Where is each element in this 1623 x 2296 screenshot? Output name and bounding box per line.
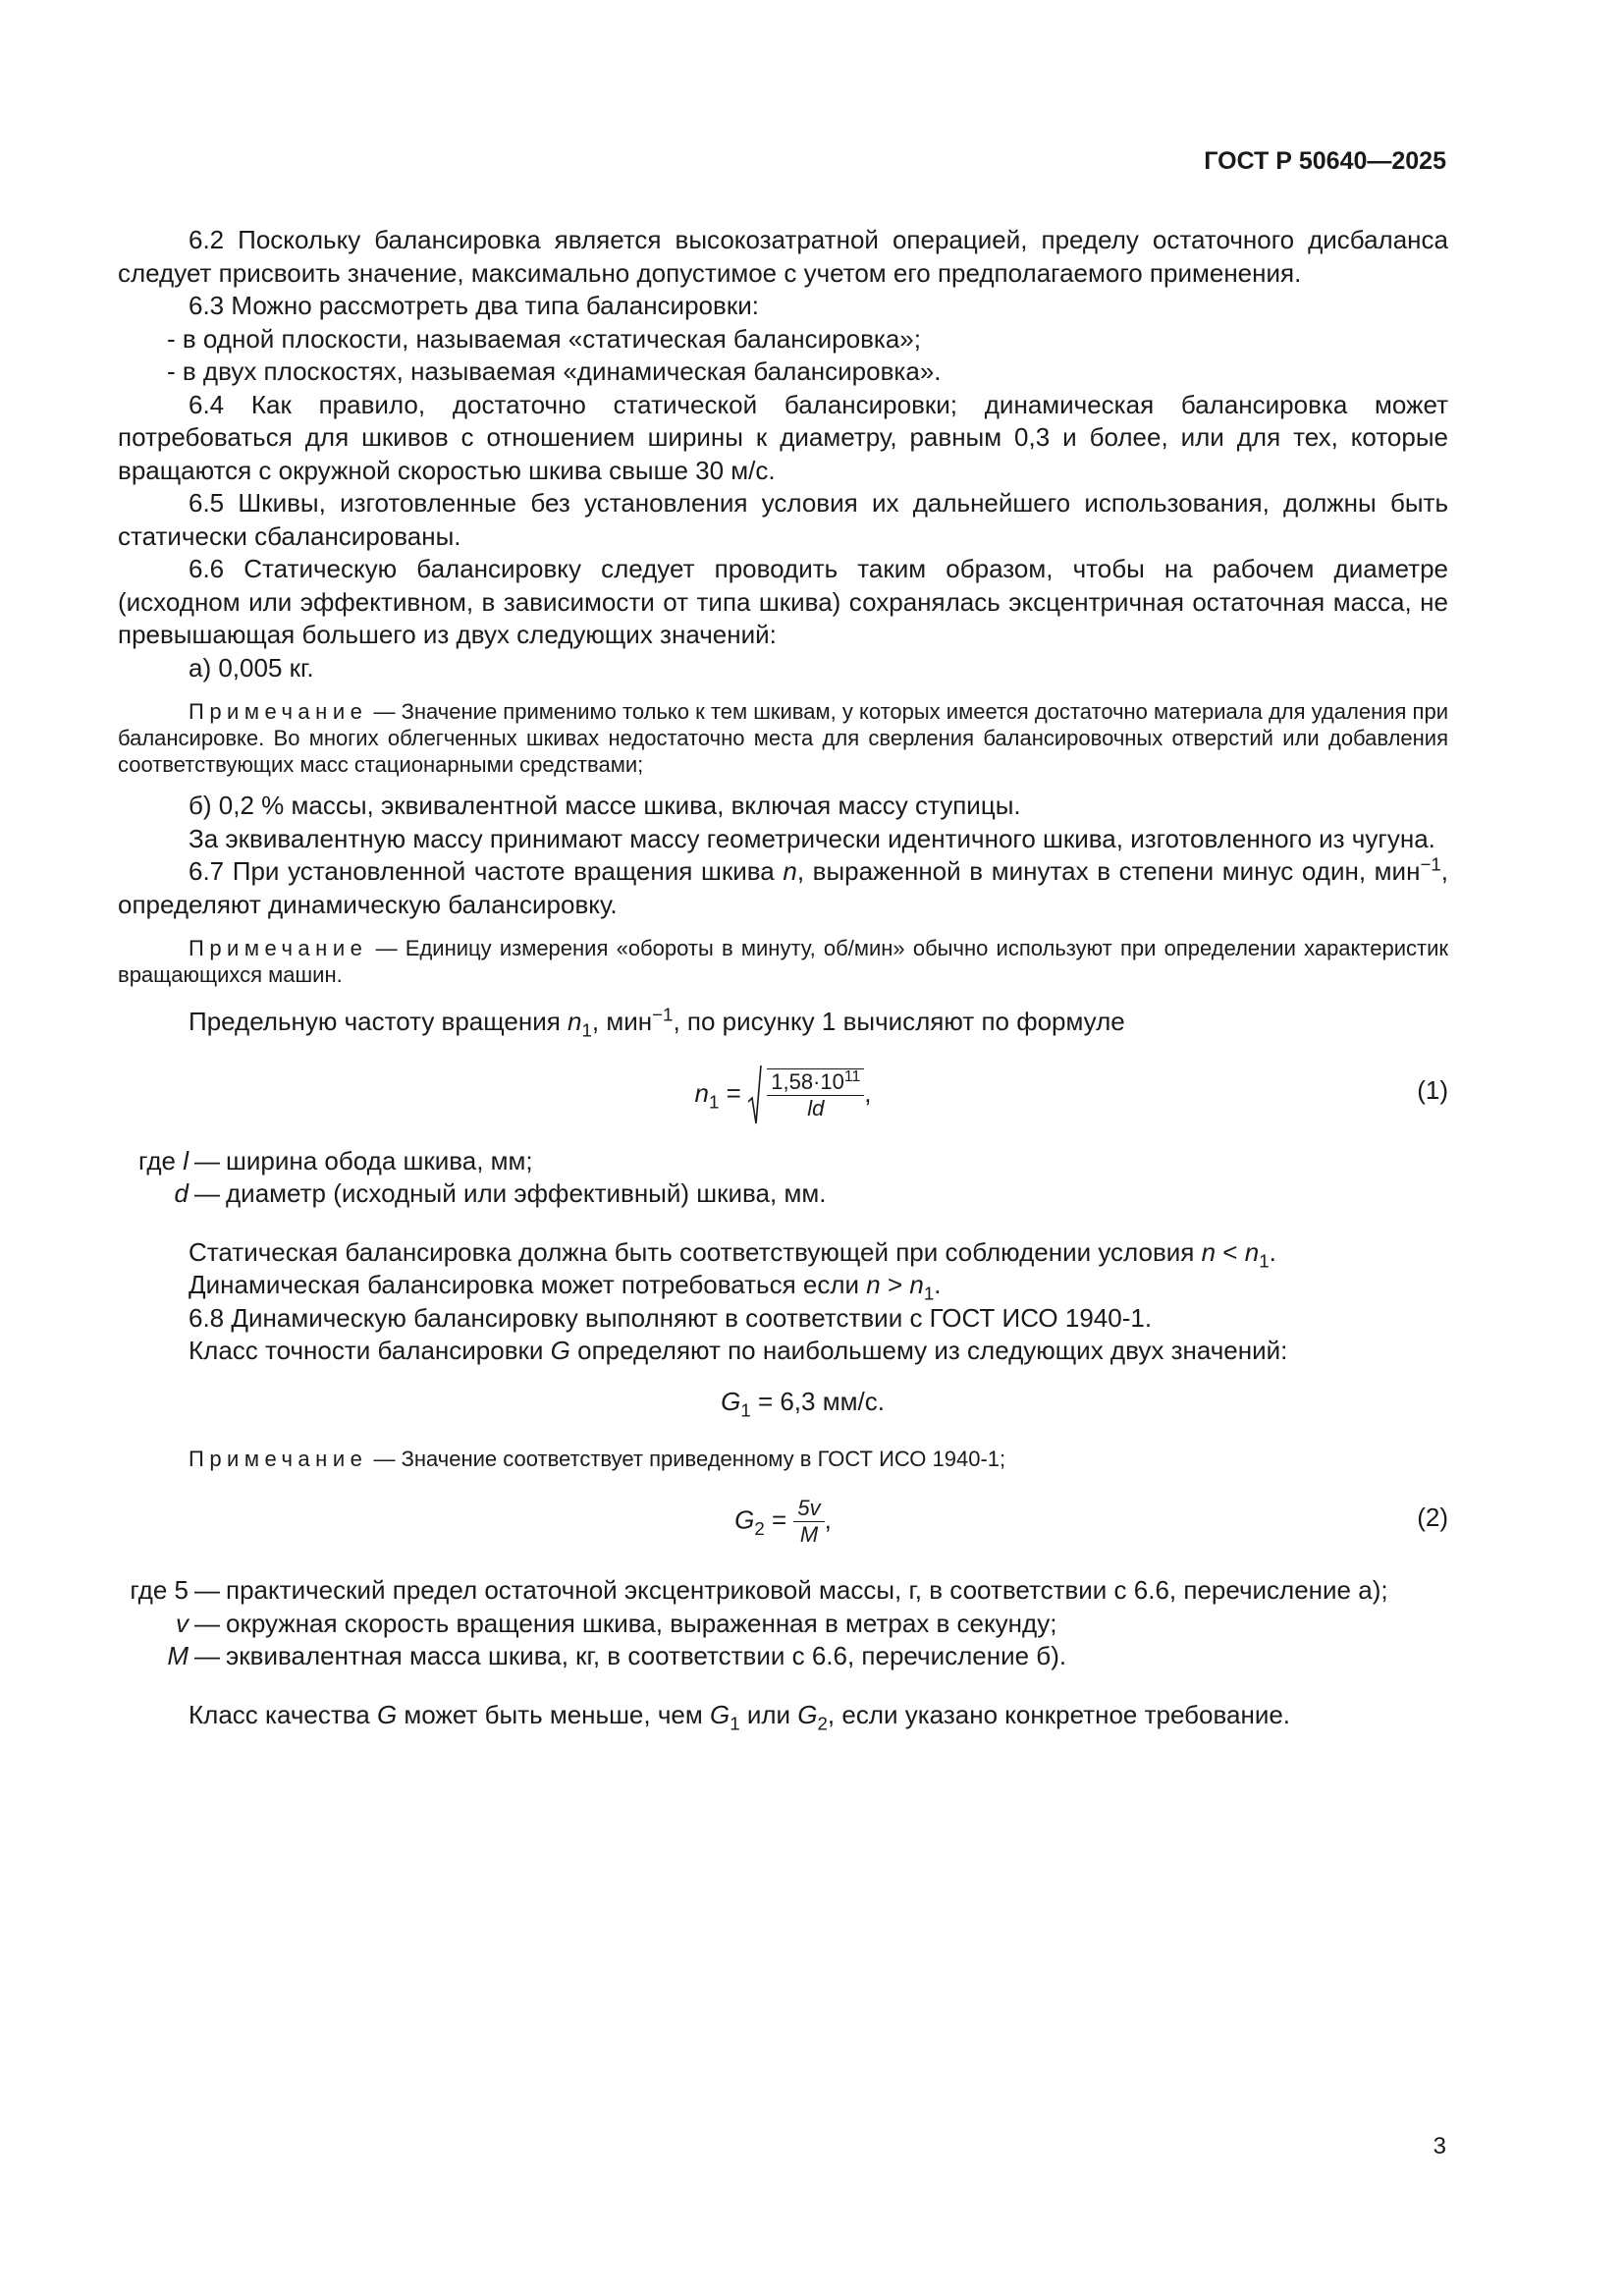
note-3-text: — Значение соответствует приведенному в ГОСТ ИСО 1940-1; xyxy=(373,1447,1006,1471)
symbol-G: G xyxy=(709,1699,730,1729)
limit-text-a: Предельную частоту вращения xyxy=(189,1007,568,1036)
formula-2-num-text: 5v xyxy=(797,1496,821,1520)
formula-1-body xyxy=(118,1065,1448,1125)
clause-6-3: 6.3 Можно рассмотреть два типа балансировки: xyxy=(189,291,759,320)
list-item-dynamic: - в двух плоскостях, называемая «динамическая балансировка». xyxy=(167,356,942,386)
formula-2-number: (2) xyxy=(1417,1503,1448,1532)
where-dash: — xyxy=(194,1178,220,1208)
class-text-b: определяют по наибольшему из следующих двух значений: xyxy=(569,1336,1288,1365)
superscript-minus-one: −1 xyxy=(1420,853,1441,875)
formula-1-equals: = xyxy=(726,1077,741,1108)
clause-6-8: 6.8 Динамическую балансировку выполняют в соответствии с ГОСТ ИСО 1940-1. xyxy=(189,1302,1153,1333)
where-prefix: где xyxy=(138,1145,184,1175)
subscript-1: 1 xyxy=(730,1713,740,1734)
note-1-text: — Значение применимо только к тем шкивам, у которых имеется достаточно материала для удаления при балансировке. Во многих облегченных шкивах недостаточно места для сверления балансировочных отверстий или добавления соответствующих масс стационарными средствами; xyxy=(118,699,1448,777)
where-dash: — xyxy=(194,1145,220,1175)
note-3 xyxy=(118,1446,1448,1472)
where-list-2 xyxy=(118,1574,1448,1673)
formula-1-number: (1) xyxy=(1417,1074,1448,1105)
subscript-1: 1 xyxy=(923,1283,935,1304)
note-label: Примечание xyxy=(189,936,368,960)
dynamic-condition xyxy=(118,1269,1448,1302)
symbol-G: G xyxy=(721,1386,741,1416)
limit-speed-intro xyxy=(118,1006,1448,1039)
where-2-text-5: практический предел остаточной эксцентриковой массы, г, в соответствии с 6.6, перечисление а); xyxy=(226,1575,1388,1605)
formula-2-equals: = xyxy=(771,1504,787,1535)
formula-2 xyxy=(118,1484,1448,1574)
less-than: < xyxy=(1216,1236,1245,1267)
note-1 xyxy=(118,698,1448,778)
final-text-d: , если указано конкретное требование. xyxy=(827,1699,1291,1729)
where-dash: — xyxy=(194,1641,220,1670)
symbol-n: n xyxy=(909,1270,924,1299)
greater-than: > xyxy=(880,1270,910,1299)
formula-1-num-text: 1,58·10 xyxy=(771,1068,844,1094)
where-dash: — xyxy=(194,1575,220,1605)
where-2-symbol-v xyxy=(118,1608,194,1641)
document-body xyxy=(118,224,1449,1734)
subscript-1: 1 xyxy=(581,1019,592,1041)
static-text: Статическая балансировка должна быть соответствующей при соблюдении условия xyxy=(189,1236,1202,1267)
symbol-G: G xyxy=(376,1699,398,1729)
square-root-icon xyxy=(748,1065,864,1125)
formula-2-denominator xyxy=(793,1522,824,1548)
formula-1-num-sup: 11 xyxy=(843,1067,861,1085)
formula-1 xyxy=(118,1051,1448,1145)
clause-6-6-b: б) 0,2 % массы, эквивалентной массе шкива, включая массу ступицы. xyxy=(189,791,1021,820)
note-label: Примечание xyxy=(189,699,368,724)
where-1-text-d: диаметр (исходный или эффективный) шкива, мм. xyxy=(226,1178,827,1208)
formula-2-body xyxy=(118,1496,1448,1548)
class-text-a: Класс точности балансировки xyxy=(189,1336,551,1365)
clause-6-7 xyxy=(118,855,1448,921)
where-list-1 xyxy=(118,1145,1448,1211)
subscript-2: 2 xyxy=(817,1713,828,1734)
where-prefix: где xyxy=(130,1575,175,1605)
where-2-symbol-5 xyxy=(118,1574,194,1608)
limit-text-c: , по рисунку 1 вычисляют по формуле xyxy=(673,1007,1125,1036)
limit-text-b: , мин xyxy=(591,1007,653,1036)
clause-6-4: 6.4 Как правило, достаточно статической балансировки; динамическая балансировка может потребоваться для шкивов с отношением ширины к диаметру, равным 0,3 и более, или для тех, которые вращаются с окружной скоростью шкива свыше 30 м/с. xyxy=(118,389,1448,485)
superscript-minus-one: −1 xyxy=(652,1004,674,1025)
symbol-5: 5 xyxy=(174,1575,189,1605)
where-dash: — xyxy=(194,1608,220,1638)
formula-1-numerator xyxy=(767,1069,864,1096)
symbol-n: n xyxy=(783,856,797,886)
symbol-G: G xyxy=(550,1336,570,1365)
clause-6-6-b-2: За эквивалентную массу принимают массу геометрически идентичного шкива, изготовленного из чугуна. xyxy=(189,823,1435,853)
final-text-c: или xyxy=(739,1699,798,1729)
clause-6-6-a: а) 0,005 кг. xyxy=(189,652,314,683)
where-2-text-v: окружная скорость вращения шкива, выраженная в метрах в секунду; xyxy=(226,1608,1057,1638)
formula-2-lhs: G xyxy=(734,1504,755,1535)
formula-2-numerator xyxy=(793,1496,824,1522)
clause-6-7-text-c: , определяют динамическую балансировку. xyxy=(118,856,1449,919)
clause-6-7-text-b: , выраженной в минутах в степени минус один, мин xyxy=(796,856,1421,886)
symbol-n: n xyxy=(568,1007,582,1036)
symbol-d: d xyxy=(174,1178,189,1208)
subscript-1: 1 xyxy=(740,1399,751,1421)
symbol-G: G xyxy=(797,1699,818,1729)
formula-1-lhs-sub: 1 xyxy=(708,1090,720,1112)
note-2-text: — Единицу измерения «обороты в минуту, об/мин» обычно используют при определении характеристик вращающихся машин. xyxy=(118,936,1448,987)
where-1-symbol-d xyxy=(118,1177,194,1211)
note-2 xyxy=(118,935,1448,988)
symbol-M: M xyxy=(167,1641,189,1670)
where-1-text-l: ширина обода шкива, мм; xyxy=(226,1145,533,1175)
symbol-l: l xyxy=(183,1145,189,1175)
period: . xyxy=(934,1270,942,1299)
formula-1-lhs: n xyxy=(694,1077,709,1108)
note-label: Примечание xyxy=(189,1447,368,1471)
symbol-n: n xyxy=(866,1270,881,1299)
clause-6-5: 6.5 Шкивы, изготовленные без установления условия их дальнейшего использования, должны быть статически сбалансированы. xyxy=(118,488,1448,551)
static-condition xyxy=(118,1236,1448,1270)
formula-1-fraction xyxy=(767,1068,864,1121)
standard-header: ГОСТ Р 50640—2025 xyxy=(1204,147,1446,175)
g1-value xyxy=(157,1386,1448,1419)
formula-2-comma: , xyxy=(824,1504,832,1535)
formula-2-den-text: M xyxy=(799,1522,819,1547)
list-item-static: - в одной плоскости, называемая «статическая балансировка»; xyxy=(167,323,921,354)
where-2-text-M: эквивалентная масса шкива, кг, в соответствии с 6.6, перечисление б). xyxy=(226,1641,1067,1670)
period: . xyxy=(1269,1236,1276,1267)
where-2-symbol-M xyxy=(118,1640,194,1673)
where-1-symbol-l xyxy=(118,1145,194,1178)
class-accuracy xyxy=(118,1335,1448,1368)
page-number: 3 xyxy=(1433,2133,1446,2159)
symbol-v: v xyxy=(176,1608,189,1638)
subscript-1: 1 xyxy=(1259,1250,1270,1272)
clause-6-7-text-a: 6.7 При установленной частоте вращения шкива xyxy=(189,856,784,886)
formula-1-den-text: ld xyxy=(807,1095,825,1121)
final-statement xyxy=(118,1699,1448,1732)
formula-2-lhs-sub: 2 xyxy=(754,1517,765,1539)
formula-2-fraction xyxy=(793,1496,824,1548)
symbol-n: n xyxy=(1244,1236,1260,1267)
final-text-b: может быть меньше, чем xyxy=(397,1699,710,1729)
formula-1-denominator xyxy=(767,1096,864,1121)
clause-6-6: 6.6 Статическую балансировку следует проводить таким образом, чтобы на рабочем диаметре (исходном или эффективном, в зависимости от типа шкива) сохранялась эксцентричная остаточная масса, не превышающая большего из двух следующих значений: xyxy=(118,554,1448,649)
g1-text: = 6,3 мм/с. xyxy=(750,1386,885,1416)
final-text-a: Класс качества xyxy=(189,1699,377,1729)
symbol-n: n xyxy=(1201,1236,1217,1267)
clause-6-2: 6.2 Поскольку балансировка является высокозатратной операцией, пределу остаточного дисбаланса следует присвоить значение, максимально допустимое с учетом его предполагаемого применения. xyxy=(118,225,1448,288)
formula-1-comma: , xyxy=(864,1077,872,1108)
dynamic-text: Динамическая балансировка может потребоваться если xyxy=(189,1270,867,1299)
